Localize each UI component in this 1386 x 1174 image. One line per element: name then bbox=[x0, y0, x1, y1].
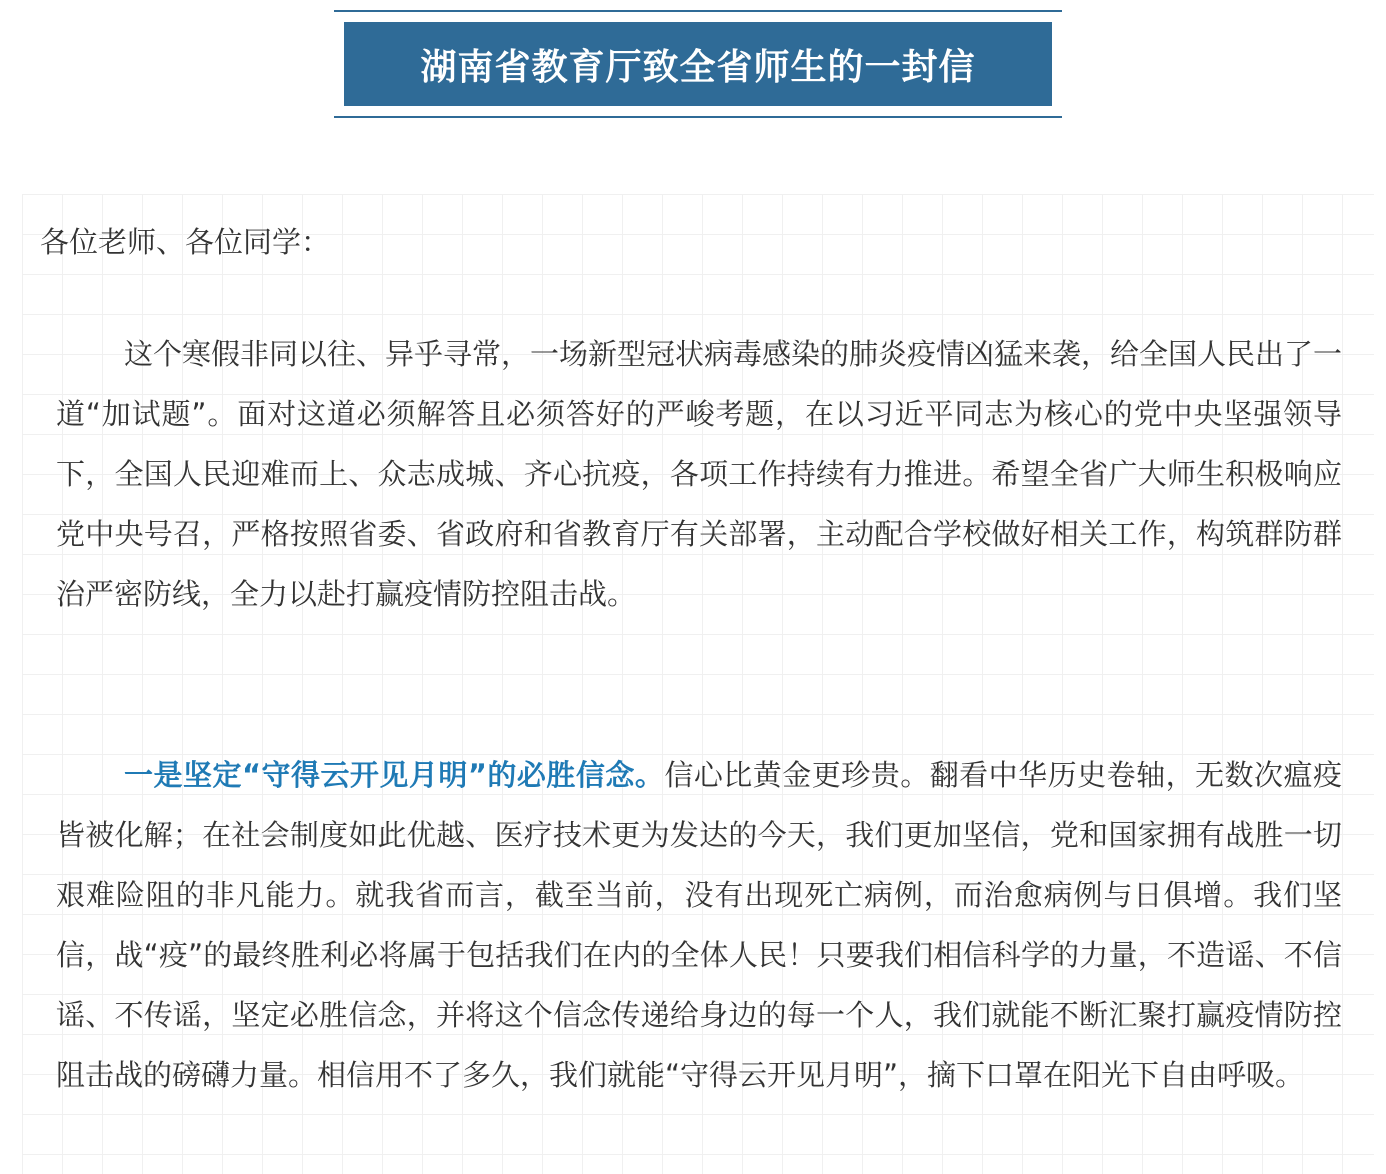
paragraph-point-one bbox=[56, 745, 1342, 1105]
paragraph-text: 这个寒假非同以往、异乎寻常，一场新型冠状病毒感染的肺炎疫情凶猛来袭，给全国人民出了一道“加试题”。面对这道必须解答且必须答好的严峻考题，在以习近平同志为核心的党中央坚强领导下，全国人民迎难而上、众志成城、齐心抗疫，各项工作持续有力推进。希望全省广大师生积极响应党中央号召，严格按照省委、省政府和省教育厅有关部署，主动配合学校做好相关工作，构筑群防群治严密防线，全力以赴打赢疫情防控阻击战。 bbox=[56, 337, 1343, 611]
paragraph-intro bbox=[56, 324, 1342, 624]
paragraph-heading: 一是坚定“守得云开见月明”的必胜信念。 bbox=[124, 758, 665, 792]
paragraph-text: 信心比黄金更珍贵。翻看中华历史卷轴，无数次瘟疫皆被化解；在社会制度如此优越、医疗技术更为发达的今天，我们更加坚信，党和国家拥有战胜一切艰难险阻的非凡能力。就我省而言，截至当前，没有出现死亡病例，而治愈病例与日俱增。我们坚信，战“疫”的最终胜利必将属于包括我们在内的全体人民！只要我们相信科学的力量，不造谣、不信谣、不传谣，坚定必胜信念，并将这个信念传递给身边的每一个人，我们就能不断汇聚打赢疫情防控阻击战的磅礴力量。相信用不了多久，我们就能“守得云开见月明”，摘下口罩在阳光下自由呼吸。 bbox=[56, 758, 1342, 1092]
page-title: 湖南省教育厅致全省师生的一封信 bbox=[420, 46, 976, 88]
title-frame bbox=[334, 10, 1062, 118]
title-banner bbox=[344, 22, 1052, 106]
salutation: 各位老师、各位同学： bbox=[40, 225, 331, 259]
